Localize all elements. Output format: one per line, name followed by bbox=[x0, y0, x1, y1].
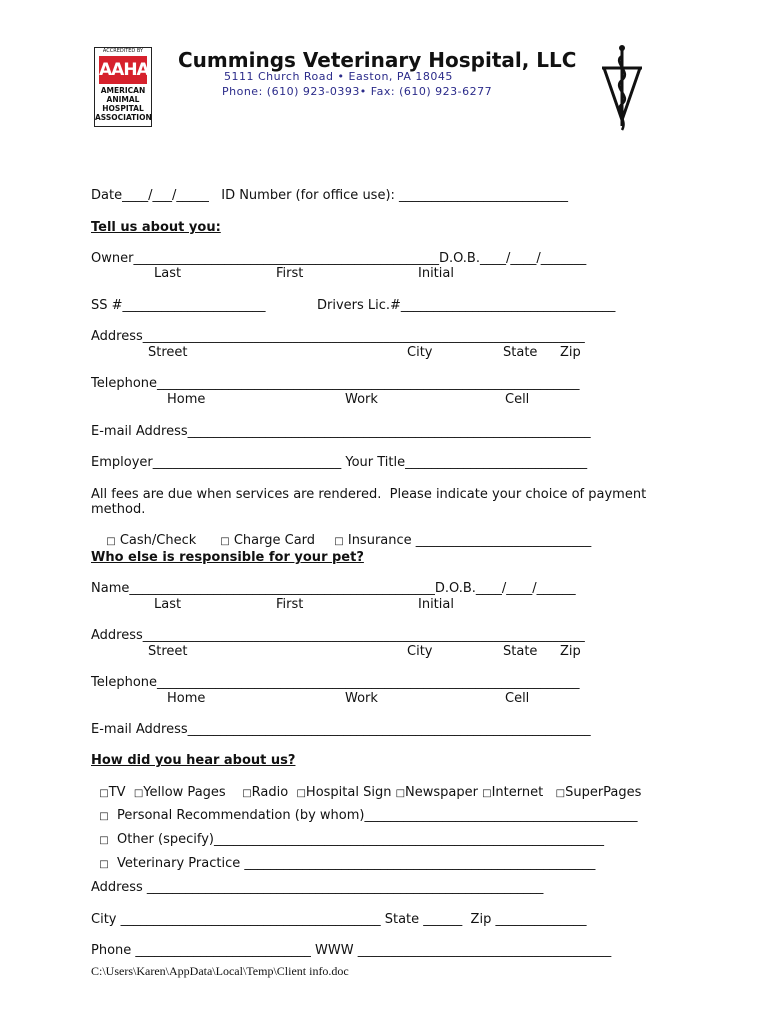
name-first-label: First bbox=[276, 597, 304, 612]
name-field[interactable]: Name_______________________________________________D.O.B.____/____/______ bbox=[91, 581, 576, 596]
owner-last-label: Last bbox=[154, 266, 182, 281]
fees-notice-cont: method. bbox=[91, 502, 146, 517]
work-label: Work bbox=[345, 392, 378, 407]
internet-label: Internet bbox=[491, 785, 544, 800]
logo-mark: AAHA bbox=[99, 56, 147, 84]
footer-file-path: C:\Users\Karen\AppData\Local\Temp\Client info.doc bbox=[91, 964, 349, 978]
owner-initial-label: Initial bbox=[418, 266, 454, 281]
checkbox-icon[interactable]: □ bbox=[242, 788, 252, 799]
owner-field[interactable]: Owner_______________________________________________D.O.B.____/____/_______ bbox=[91, 251, 587, 266]
yellow-pages-label: Yellow Pages bbox=[143, 785, 226, 800]
hospital-address: 5111 Church Road • Easton, PA 18045 bbox=[224, 70, 453, 83]
section-tell-us-heading: Tell us about you: bbox=[91, 220, 221, 235]
tv-label: TV bbox=[108, 785, 126, 800]
ss-field[interactable]: SS #______________________ bbox=[91, 298, 266, 313]
street-label: Street bbox=[148, 345, 188, 360]
email-field[interactable]: E-mail Address______________________________________________________________ bbox=[91, 424, 591, 439]
state2-label: State bbox=[503, 644, 538, 659]
caduceus-icon bbox=[598, 42, 644, 134]
zip-label: Zip bbox=[560, 345, 581, 360]
state-label: State bbox=[503, 345, 538, 360]
employer-field[interactable]: Employer_____________________________ Your Title____________________________ bbox=[91, 455, 588, 470]
veterinary-practice-option[interactable] bbox=[91, 841, 595, 871]
hospital-sign-label: Hospital Sign bbox=[305, 785, 392, 800]
telephone2-field[interactable]: Telephone_________________________________________________________________ bbox=[91, 675, 580, 690]
checkbox-icon[interactable]: □ bbox=[220, 536, 230, 547]
cell2-label: Cell bbox=[505, 691, 530, 706]
address2-field[interactable]: Address____________________________________________________________________ bbox=[91, 628, 585, 643]
checkbox-icon[interactable]: □ bbox=[555, 788, 566, 799]
logo-accredited-text: ACCREDITED BY bbox=[102, 48, 144, 54]
section-hear-heading: How did you hear about us? bbox=[91, 753, 296, 768]
referral-phone-www-field[interactable]: Phone ___________________________ WWW _______________________________________ bbox=[91, 943, 612, 958]
checkbox-icon[interactable]: □ bbox=[482, 788, 492, 799]
checkbox-icon[interactable]: □ bbox=[133, 788, 144, 799]
work2-label: Work bbox=[345, 691, 378, 706]
section-responsible-heading: Who else is responsible for your pet? bbox=[91, 550, 364, 565]
superpages-label: SuperPages bbox=[565, 785, 642, 800]
fees-notice: All fees are due when services are rendered. Please indicate your choice of payment bbox=[91, 487, 647, 502]
logo-association-text: AMERICAN ANIMAL HOSPITAL ASSOCIATION bbox=[95, 86, 152, 122]
referral-address-field[interactable]: Address _____________________________________________________________ bbox=[91, 880, 544, 895]
veterinary-practice-label: Veterinary Practice ______________________________________________________ bbox=[116, 856, 596, 871]
home2-label: Home bbox=[167, 691, 206, 706]
date-id-line[interactable]: Date____/___/_____ ID Number (for office use): __________________________ bbox=[91, 188, 569, 203]
payment-insurance-option[interactable] bbox=[326, 518, 591, 548]
address-field[interactable]: Address____________________________________________________________________ bbox=[91, 329, 585, 344]
hospital-phone: Phone: (610) 923-0393• Fax: (610) 923-6277 bbox=[222, 85, 493, 98]
radio-label: Radio bbox=[251, 785, 289, 800]
payment-cash-option[interactable] bbox=[98, 518, 196, 548]
zip2-label: Zip bbox=[560, 644, 581, 659]
home-label: Home bbox=[167, 392, 206, 407]
drivers-license-field[interactable]: Drivers Lic.#_________________________________ bbox=[317, 298, 616, 313]
personal-recommendation-label: Personal Recommendation (by whom)__________________________________________ bbox=[116, 808, 638, 823]
city-label: City bbox=[407, 345, 433, 360]
checkbox-icon[interactable]: □ bbox=[296, 788, 306, 799]
checkbox-icon[interactable]: □ bbox=[99, 811, 109, 822]
insurance-label: Insurance ___________________________ bbox=[347, 533, 592, 548]
telephone-field[interactable]: Telephone_________________________________________________________________ bbox=[91, 376, 580, 391]
checkbox-icon[interactable]: □ bbox=[99, 835, 109, 846]
checkbox-icon[interactable]: □ bbox=[395, 788, 406, 799]
owner-first-label: First bbox=[276, 266, 304, 281]
email2-field[interactable]: E-mail Address______________________________________________________________ bbox=[91, 722, 591, 737]
checkbox-icon[interactable]: □ bbox=[99, 788, 109, 799]
payment-charge-option[interactable] bbox=[212, 518, 315, 548]
street2-label: Street bbox=[148, 644, 188, 659]
city2-label: City bbox=[407, 644, 433, 659]
other-label: Other (specify)____________________________________________________________ bbox=[116, 832, 604, 847]
newspaper-label: Newspaper bbox=[405, 785, 478, 800]
aaha-logo bbox=[94, 47, 152, 127]
checkbox-icon[interactable]: □ bbox=[334, 536, 344, 547]
hospital-name: Cummings Veterinary Hospital, LLC bbox=[178, 48, 577, 72]
name-initial-label: Initial bbox=[418, 597, 454, 612]
charge-card-label: Charge Card bbox=[233, 533, 316, 548]
referral-city-state-zip-field[interactable]: City ________________________________________ State ______ Zip ______________ bbox=[91, 912, 587, 927]
name-last-label: Last bbox=[154, 597, 182, 612]
cash-check-label: Cash/Check bbox=[119, 533, 197, 548]
checkbox-icon[interactable]: □ bbox=[106, 536, 116, 547]
checkbox-icon[interactable]: □ bbox=[99, 859, 109, 870]
cell-label: Cell bbox=[505, 392, 530, 407]
